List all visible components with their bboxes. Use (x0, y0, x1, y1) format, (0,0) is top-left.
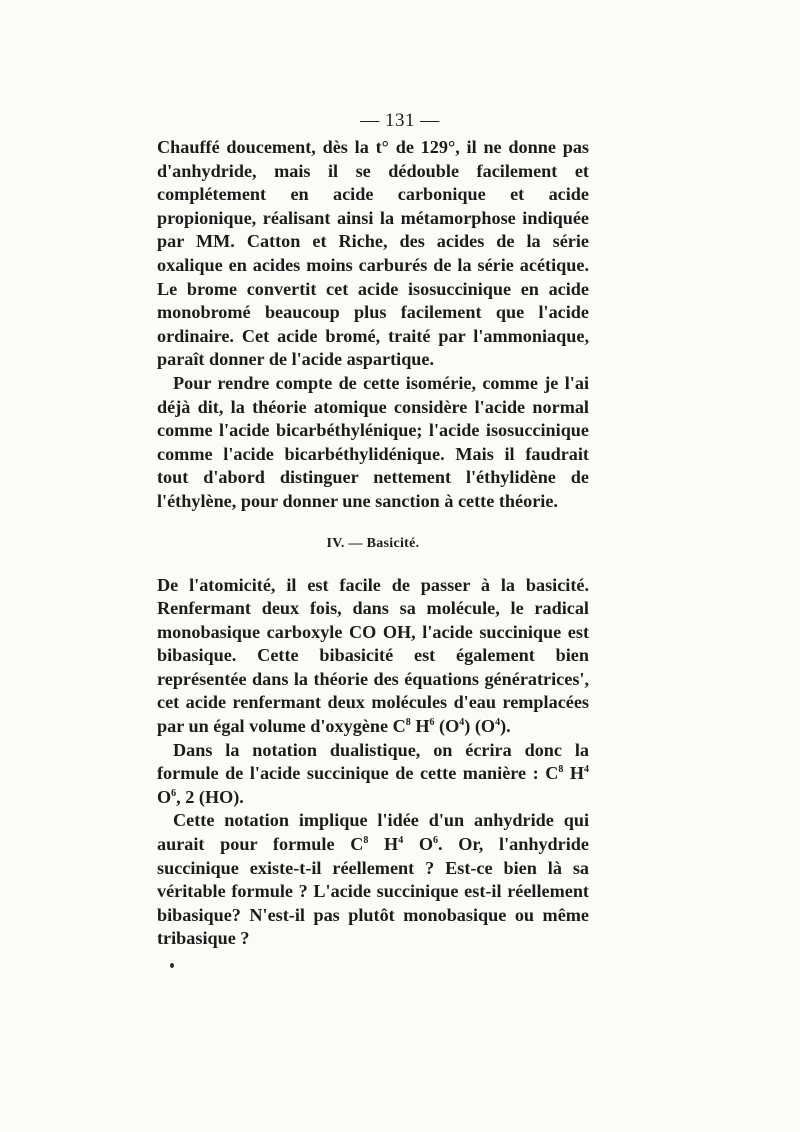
paragraph-atomicity-text: De l'atomicité, il est facile de passer à la basicité. Renfermant deux fois, dans sa molécule, le radical monobasique carboxyle CO OH, l'acide succinique est bibasique. Cette bibasicité est également bien représentée dans la théorie des équations génératrices', cet acide renfermant deux molécules d'eau remplacées par un égal volume d'oxygène (157, 574, 589, 737)
paragraph-atomicity (157, 574, 589, 739)
paragraph-anhydride-question (157, 809, 589, 951)
paragraph-anhydride-text: Cette notation implique l'idée d'un anhydride qui aurait pour formule (157, 810, 589, 855)
ink-speck (170, 963, 174, 968)
formula-dualistic: $C^8$ $H^4$ $O^6$, 2 (HO). (157, 763, 589, 807)
paragraph-isomerism: Pour rendre compte de cette isomérie, comme je l'ai déjà dit, la théorie atomique considère l'acide normal comme l'acide bicarbéthylénique; l'acide isosuccinique comme l'acide bicarbéthylidénique. Mais il faudrait tout d'abord distinguer nettement l'éthylidène de l'éthylène, pour donner une sanction à cette théorie. (157, 372, 589, 511)
section-heading-basicite: IV. — Basicité. (326, 535, 420, 551)
paragraph-dualistic-notation (157, 739, 589, 810)
paragraph-anhydride-questions: Or, l'anhydride succinique existe-t-il réellement ? Est-ce bien là sa véritable formule ? L'acide succinique est-il réellement bibasique? N'est-il pas plutôt monobasique ou même tribasique ? (157, 834, 589, 949)
body-text (157, 136, 589, 951)
page-number: — 131 — (360, 110, 440, 131)
formula-anhydride: $C^8$ $H^4$ $O^6$. (350, 834, 443, 855)
formula-oxygen-replacement: $C^8$ $H^6$ $(O^4)$ $(O^4)$. (392, 716, 511, 737)
paragraph-dualistic-text: Dans la notation dualistique, on écrira donc la formule de l'acide succinique de cette manière : (157, 739, 589, 784)
paragraph-isosuccinic-heating: Chauffé doucement, dès la t° de 129°, il ne donne pas d'anhydride, mais il se dédouble facilement et complétement en acide carbonique et acide propionique, réalisant ainsi la métamorphose indiquée par MM. Catton et Riche, des acides de la série oxalique en acides moins carburés de la série acétique. Le brome convertit cet acide isosuccinique en acide monobromé beaucoup plus facilement que l'acide ordinaire. Cet acide bromé, traité par l'ammoniaque, paraît donner de l'acide aspartique. (157, 137, 589, 370)
